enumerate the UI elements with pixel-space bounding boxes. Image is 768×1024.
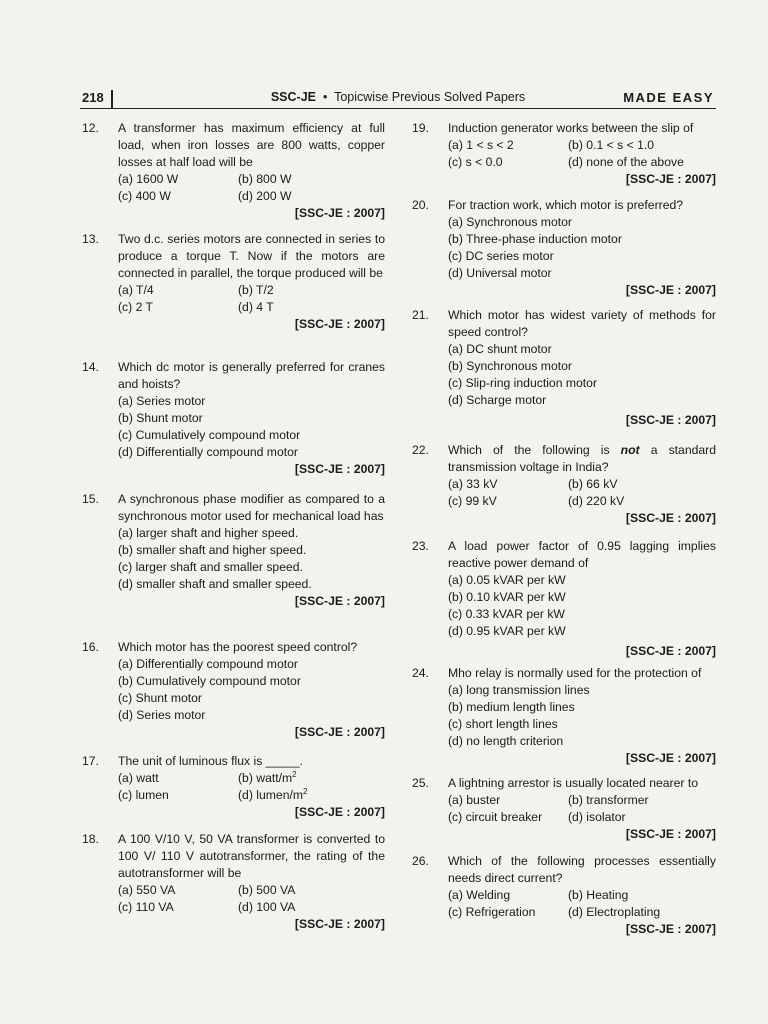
option-c: (c) lumen — [118, 788, 169, 802]
option-d: (d) Series motor — [118, 708, 206, 722]
superscript: 2 — [303, 786, 308, 796]
option-c: (c) 0.33 kVAR per kW — [448, 607, 565, 621]
option-c: (c) circuit breaker — [448, 810, 543, 824]
question-26 — [410, 853, 716, 938]
question-text: Two d.c. series motors are connected in series to produce a torque T. Now if the motors are connected in parallel, the torque produced will be — [118, 232, 385, 280]
superscript: 2 — [292, 769, 297, 779]
option-b: (b) 500 VA — [238, 883, 296, 897]
option-d: (d) 0.95 kVAR per kW — [448, 624, 566, 638]
option-b: (b) 800 W — [238, 172, 292, 186]
option-d: (d) no length criterion — [448, 734, 564, 748]
option-d: (d) lumen/m — [238, 788, 304, 802]
option-d: (d) 100 VA — [238, 900, 296, 914]
option-a: (a) 1600 W — [118, 172, 179, 186]
option-c: (c) 99 kV — [448, 494, 497, 508]
question-text: Which motor has widest variety of methods for speed control? — [448, 308, 716, 339]
emphasis: not — [620, 443, 640, 457]
option-a: (a) larger shaft and higher speed. — [118, 526, 299, 540]
exam-source: [SSC-JE : 2007] — [294, 805, 385, 819]
exam-source: [SSC-JE : 2007] — [625, 827, 716, 841]
question-18 — [80, 831, 385, 933]
question-text: Mho relay is normally used for the protection of — [448, 666, 702, 680]
option-d: (d) Universal motor — [448, 266, 552, 280]
question-21 — [410, 307, 716, 442]
option-c: (c) Slip-ring induction motor — [448, 376, 598, 390]
option-a: (a) watt — [118, 771, 159, 785]
question-number: 17. — [82, 754, 99, 768]
option-a: (a) Synchronous motor — [448, 215, 572, 229]
option-b: (b) Cumulatively compound motor — [118, 674, 301, 688]
option-c: (c) 110 VA — [118, 900, 174, 914]
option-c: (c) 2 T — [118, 300, 153, 314]
option-c: (c) Cumulatively compound motor — [118, 428, 301, 442]
right-column — [410, 120, 716, 938]
options — [118, 656, 385, 724]
question-text: The unit of luminous flux is _____. — [118, 754, 303, 768]
option-a: (a) Series motor — [118, 394, 206, 408]
option-d: (d) Scharge motor — [448, 393, 547, 407]
option-d: (d) isolator — [568, 810, 626, 824]
option-a: (a) T/4 — [118, 283, 154, 297]
question-text: Which of the following processes essentially needs direct current? — [448, 854, 716, 885]
options — [448, 887, 716, 921]
left-column — [80, 120, 385, 933]
option-c: (c) s < 0.0 — [448, 155, 503, 169]
question-text — [448, 442, 716, 476]
options — [448, 476, 716, 510]
exam-source: [SSC-JE : 2007] — [625, 172, 716, 186]
exam-source: [SSC-JE : 2007] — [625, 283, 716, 297]
question-25 — [410, 775, 716, 853]
question-text: For traction work, which motor is preferred? — [448, 198, 684, 212]
question-text: Induction generator works between the slip of — [448, 121, 694, 135]
question-24 — [410, 665, 716, 775]
option-a: (a) 33 kV — [448, 477, 498, 491]
options — [448, 137, 716, 171]
option-a: (a) long transmission lines — [448, 683, 590, 697]
exam-source: [SSC-JE : 2007] — [294, 317, 385, 331]
question-text: Which dc motor is generally preferred for cranes and hoists? — [118, 360, 385, 391]
option-a: (a) buster — [448, 793, 501, 807]
question-number: 20. — [412, 198, 429, 212]
option-a: (a) Welding — [448, 888, 511, 902]
option-d: (d) 4 T — [238, 300, 274, 314]
question-number: 26. — [412, 854, 429, 868]
exam-source: [SSC-JE : 2007] — [294, 462, 385, 476]
question-14 — [80, 359, 385, 491]
question-text: A 100 V/10 V, 50 VA transformer is converted to 100 V/ 110 V autotransformer, the rating of the autotransformer will be — [118, 832, 385, 880]
option-a: (a) Differentially compound motor — [118, 657, 298, 671]
option-c: (c) short length lines — [448, 717, 558, 731]
options — [118, 770, 385, 804]
options — [118, 525, 385, 593]
question-number: 14. — [82, 360, 99, 374]
title-separator: • — [322, 90, 328, 104]
exam-source: [SSC-JE : 2007] — [294, 725, 385, 739]
question-22 — [410, 442, 716, 538]
option-b: (b) 0.1 < s < 1.0 — [568, 138, 655, 152]
options — [118, 393, 385, 461]
option-d: (d) 200 W — [238, 189, 292, 203]
option-b: (b) 66 kV — [568, 477, 618, 491]
exam-source: [SSC-JE : 2007] — [625, 413, 716, 427]
option-c: (c) Refrigeration — [448, 905, 536, 919]
question-15 — [80, 491, 385, 639]
option-b: (b) 0.10 kVAR per kW — [448, 590, 566, 604]
question-17 — [80, 753, 385, 831]
exam-source: [SSC-JE : 2007] — [294, 594, 385, 608]
exam-source: [SSC-JE : 2007] — [294, 917, 385, 931]
option-d: (d) smaller shaft and smaller speed. — [118, 577, 312, 591]
option-a: (a) 550 VA — [118, 883, 176, 897]
option-d: (d) Differentially compound motor — [118, 445, 298, 459]
book-subtitle: Topicwise Previous Solved Papers — [334, 90, 526, 104]
exam-source: [SSC-JE : 2007] — [294, 206, 385, 220]
question-20 — [410, 197, 716, 307]
page-header — [80, 90, 716, 109]
option-b: (b) Three-phase induction motor — [448, 232, 622, 246]
options — [448, 682, 716, 750]
options — [448, 792, 716, 826]
option-b: (b) transformer — [568, 793, 649, 807]
question-number: 12. — [82, 121, 99, 135]
option-c: (c) DC series motor — [448, 249, 554, 263]
option-b: (b) watt/m — [238, 771, 293, 785]
question-text: A transformer has maximum efficiency at full load, when iron losses are 800 watts, copper losses at half load will be — [118, 121, 385, 169]
publisher-logo: MADE EASY — [623, 90, 714, 105]
option-a: (a) 1 < s < 2 — [448, 138, 514, 152]
option-b: (b) Synchronous motor — [448, 359, 572, 373]
page-number: 218 — [82, 90, 104, 105]
question-number: 18. — [82, 832, 99, 846]
option-b: (b) T/2 — [238, 283, 274, 297]
options — [448, 572, 716, 640]
question-number: 16. — [82, 640, 99, 654]
question-12 — [80, 120, 385, 231]
options — [118, 282, 385, 316]
exam-source: [SSC-JE : 2007] — [625, 511, 716, 525]
option-a: (a) DC shunt motor — [448, 342, 552, 356]
option-b: (b) Heating — [568, 888, 629, 902]
options — [448, 341, 716, 409]
option-b: (b) Shunt motor — [118, 411, 203, 425]
question-19 — [410, 120, 716, 197]
question-16 — [80, 639, 385, 753]
exam-source: [SSC-JE : 2007] — [625, 751, 716, 765]
option-c: (c) 400 W — [118, 189, 171, 203]
option-a: (a) 0.05 kVAR per kW — [448, 573, 566, 587]
book-name: SSC-JE — [270, 90, 316, 104]
option-b: (b) smaller shaft and higher speed. — [118, 543, 307, 557]
option-c: (c) larger shaft and smaller speed. — [118, 560, 303, 574]
question-text: A load power factor of 0.95 lagging implies reactive power demand of — [448, 539, 716, 570]
question-number: 25. — [412, 776, 429, 790]
option-c: (c) Shunt motor — [118, 691, 202, 705]
option-b: (b) medium length lines — [448, 700, 575, 714]
option-d-wrap — [238, 787, 385, 804]
question-number: 24. — [412, 666, 429, 680]
question-23 — [410, 538, 716, 665]
question-number: 13. — [82, 232, 99, 246]
options — [448, 214, 716, 282]
question-text: A synchronous phase modifier as compared to a synchronous motor used for mechanical load has — [118, 492, 385, 523]
option-d: (d) none of the above — [568, 155, 684, 169]
text-part: a standard transmission voltage in India? — [448, 443, 716, 474]
options — [118, 882, 385, 916]
question-number: 21. — [412, 308, 429, 322]
question-text: A lightning arrestor is usually located nearer to — [448, 776, 698, 790]
exam-source: [SSC-JE : 2007] — [625, 644, 716, 658]
question-text: Which motor has the poorest speed control? — [118, 640, 358, 654]
question-number: 22. — [412, 443, 429, 457]
running-title — [80, 90, 716, 104]
options — [118, 171, 385, 205]
question-number: 19. — [412, 121, 429, 135]
question-number: 15. — [82, 492, 99, 506]
question-number: 23. — [412, 539, 429, 553]
text-part: Which of the following is — [448, 443, 621, 457]
exam-source: [SSC-JE : 2007] — [625, 922, 716, 936]
option-d: (d) Electroplating — [568, 905, 661, 919]
option-d: (d) 220 kV — [568, 494, 625, 508]
question-13 — [80, 231, 385, 359]
option-b-wrap — [238, 770, 385, 787]
